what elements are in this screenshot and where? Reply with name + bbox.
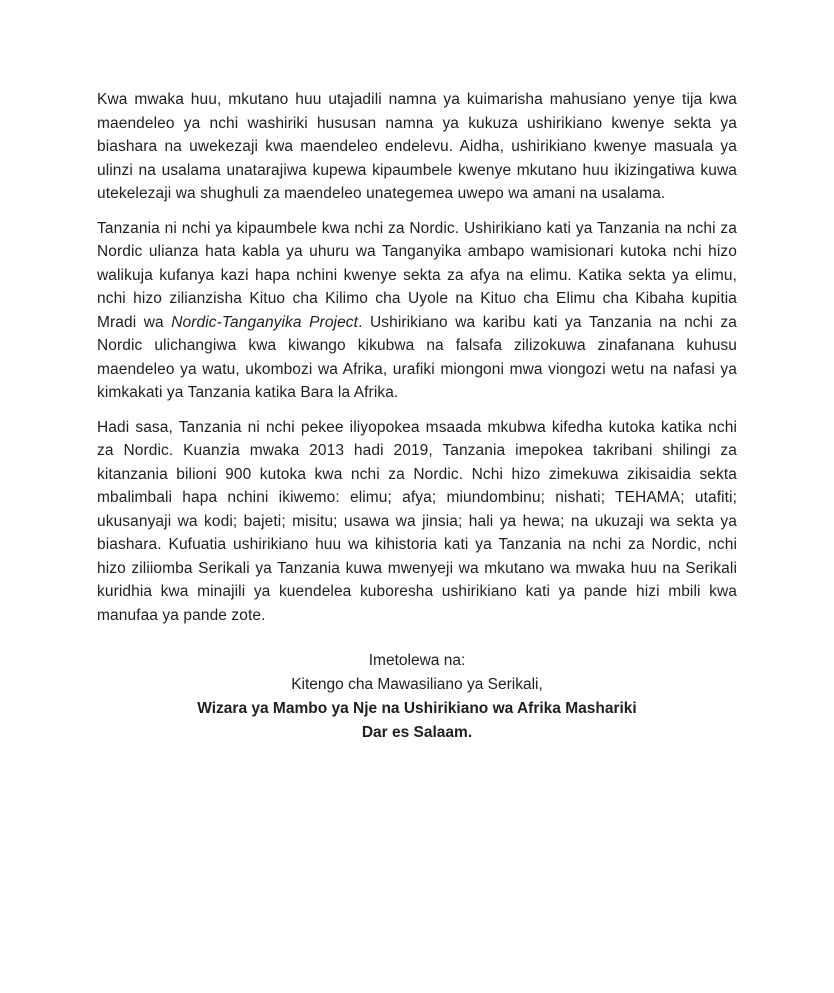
- issued-by-label: Imetolewa na:: [368, 652, 466, 669]
- paragraph-meeting-agenda: Kwa mwaka huu, mkutano huu utajadili namna ya kuimarisha mahusiano yenye tija kwa maendeleo ya nchi washiriki hususan namna ya kukuza ushirikiano kwenye sekta ya biashara na uwekezaji kwa maendeleo endelevu. Aidha, ushirikiano kwenye masuala ya ulinzi na usalama unatarajiwa kupewa kipaumbele kwenye mkutano huu ikizingatiwa kuwa utekelezaji wa shughuli za maendeleo unategemea uwepo wa amani na usalama.: [97, 91, 737, 202]
- paragraph-nordic-history-text-after: . Ushirikiano wa karibu kati ya Tanzania na nchi za Nordic ulichangiwa kwa kiwango kikubwa na falsafa zilizokuwa zinafanana kuhusu maendeleo ya watu, ukombozi wa Afrika, urafiki miongoni mwa viongozi wetu na nafasi ya kimkakati ya Tanzania katika Bara la Afrika.: [97, 313, 737, 401]
- issuing-ministry: Wizara ya Mambo ya Nje na Ushirikiano wa Afrika Mashariki: [197, 700, 637, 717]
- paragraph-nordic-history-text-before: Tanzania ni nchi ya kipaumbele kwa nchi za Nordic. Ushirikiano kati ya Tanzania na nchi za Nordic ulianza hata kabla ya uhuru wa Tanganyika ambapo wamisionari kutoka nchi hizo walikuja kufanya kazi hapa nchini kwenye sekta za afya na elimu. Katika sekta ya elimu, nchi hizo zilianzisha Kituo cha Kilimo cha Uyole na Kituo cha Elimu cha Kibaha kupitia Mradi wa: [97, 219, 737, 331]
- issuing-city: Dar es Salaam.: [361, 724, 473, 741]
- nordic-tanganyika-project-italic: Nordic-Tanganyika Project: [171, 313, 359, 331]
- paragraph-aid-sectors: Hadi sasa, Tanzania ni nchi pekee iliyopokea msaada mkubwa kifedha kutoka katika nchi za Nordic. Kuanzia mwaka 2013 hadi 2019, Tanzania imepokea takribani shilingi za kitanzania bilioni 900 kutoka kwa nchi za Nordic. Nchi hizo zimekuwa zikisaidia sekta mbalimbali hapa nchini ikiwemo: elimu; afya; miundombinu; nishati; TEHAMA; utafiti; ukusanyaji wa kodi; bajeti; misitu; usawa wa jinsia; hali ya hewa; na ukuzaji wa sekta ya biashara. Kufuatia ushirikiano huu wa kihistoria kati ya Tanzania na nchi za Nordic, nchi hizo ziliiomba Serikali ya Tanzania kuwa mwenyeji wa mkutano wa mwaka huu na Serikali kuridhia kwa minajili ya kuendelea kuboresha ushirikiano kati ya pande hizi mbili kwa manufaa ya pande zote.: [97, 418, 737, 624]
- paragraph-nordic-history: [97, 217, 737, 405]
- issuing-unit: Kitengo cha Mawasiliano ya Serikali,: [291, 676, 543, 693]
- issued-by-block: [97, 649, 737, 745]
